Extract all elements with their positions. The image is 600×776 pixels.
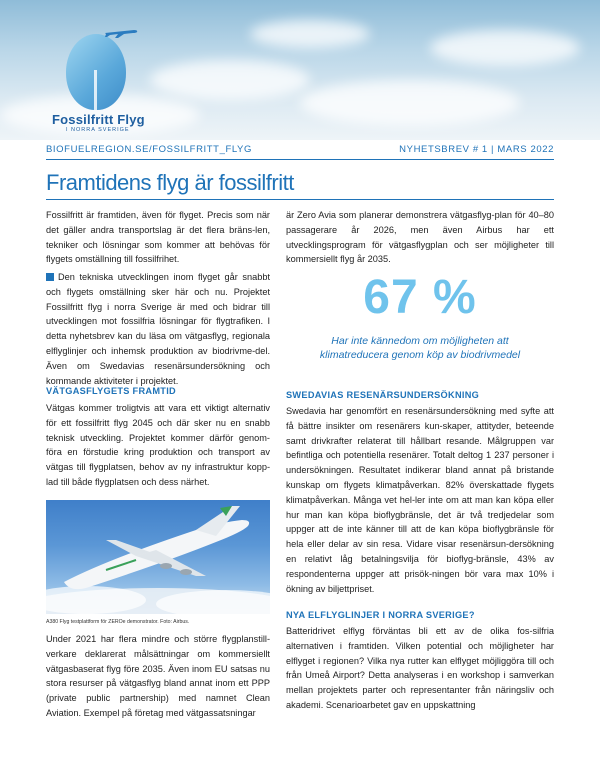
title-rule [46, 199, 554, 200]
lead-paragraph-text: Den tekniska utvecklingen inom flyget går snabbt och flygets omställning sker här och nu. Projektet Fossilfritt flyg i norra Sverige är med och bidrar till utvecklingen mot fossilfria lösningar för flygtrafiken. I detta nyhetsbrev kan du läsa om vätgasflyg, regionala elflyglinjer och inhemsk produktion av biodrivme-del. Även om Swedavias resenärsundersökning och kommande aktiviteter i projektet. [46, 272, 270, 386]
intro-paragraph: Fossilfritt är framtiden, även för flyget. Precis som när det gäller andra transportslag är det flera bräns-len, tekniker och lösningar som kommer att behövas för flygets omställning till fossilfrihet. [46, 210, 270, 265]
airplane-photo [46, 500, 270, 614]
stat-value: 67 % [363, 271, 477, 324]
logo-subtitle: I NORRA SVERIGE [66, 127, 130, 133]
cloud-shape [150, 60, 310, 100]
vatgas-paragraph-2: Under 2021 har flera mindre och större flygplanstill-verkare deklarerat målsättningar om kommersiellt vätgasbaserat flyg före 2035. Även inom EU satsas nu stora resurser på vätgasflyg bland annat inom ett PPP (private public partnership) med namnet Clean Aviation. Exempel på företag med vätgassatsningar [46, 634, 270, 718]
vatgas-paragraph: Vätgas kommer troligtvis att vara ett viktigt alternativ för ett fossilfritt flyg 2045 och där sker nu en snabb teknisk utveckling. Projektet kommer därför genom-föra en förstudie kring produktion och transport av vätgas till flygplatsen, behov av ny infrastruktur kopp-lad till både flygplatsen och dess närhet. [46, 403, 270, 487]
airplane-icon [104, 26, 138, 38]
issue-label: NYHETSBREV # 1 | MARS 2022 [399, 144, 554, 155]
cloud-shape [430, 30, 580, 66]
page-title: Framtidens flyg är fossilfritt [46, 170, 294, 195]
lead-paragraph [46, 270, 270, 388]
header-rule [46, 159, 554, 160]
photo-caption: A380 Flyg testplattform för ZEROe demonstrator. Foto: Airbus. [46, 619, 190, 625]
elflyg-paragraph: Batteridrivet elflyg förväntas bli ett av de olika fos-silfria alternativen i framtiden. Vilken potential och möjligheter har elflyget i regionen? Vilka nya rutter kan elflyget möjliggöra till och från Umeå Airport? Detta analyseras i en workshop i samverkan mellan projektets parter och representanter från näringsliv och akademi. Scenarioarbetet gav en uppskattning [286, 626, 554, 710]
header-banner [0, 0, 600, 140]
bullet-square-icon [46, 273, 54, 281]
cloud-shape [250, 20, 370, 48]
airbus-a380-image [46, 500, 270, 614]
logo-title: Fossilfritt Flyg [52, 112, 145, 127]
zero-avia-paragraph: är Zero Avia som planerar demonstrera vätgasflyg-plan för 40–80 passagerare år 2026, men även Airbus har ett utvecklingsprogram för vätgasflygplan och ser möjligheter till kommersiellt flyg år 2035. [286, 210, 554, 265]
section-heading-elflyg: NYA ELFLYGLINJER I NORRA SVERIGE? [286, 610, 475, 620]
section-heading-swedavia: SWEDAVIAS RESENÄRSUNDERSÖKNING [286, 390, 480, 400]
swedavia-paragraph: Swedavia har genomfört en resenärsundersökning med syfte att få bättre insikter om resenärers kun-skaper, attityder, beteende samt drivkrafter relaterat till hållbart resande. Målgruppen var befintliga och potentiella resenärer. Totalt deltog 1 237 personer i undersökningen. Resultatet indikerar bland annat på bristande kunskap om flygets klimatpåverkan. 82% överskattade flygets klimatpåverkan. Många vet hel-ler inte om att man kan köpa eller hur man kan köpa bioflygbränsle, det är två tredjedelar som uppger att de inte känner till att de kan köpa bioflygbränsle för hela eller delar av sin resa. Vidare visar resenärsun-dersökning en relativt låg betalningsvilja för bioflyg-bränsle, 43% av respondenterna uppger att prisök-ningen bör vara max 10% i ökning av biljettpriset. [286, 406, 554, 594]
stat-caption: Har inte kännedom om möjligheten att klimatreducera genom köp av biodrivmedel [319, 335, 521, 361]
website-link[interactable]: BIOFUELREGION.SE/FOSSILFRITT_FLYG [46, 144, 252, 155]
cloud-shape [300, 80, 520, 126]
section-heading-vatgas: VÄTGASFLYGETS FRAMTID [46, 386, 176, 396]
logo-stem [94, 70, 97, 110]
